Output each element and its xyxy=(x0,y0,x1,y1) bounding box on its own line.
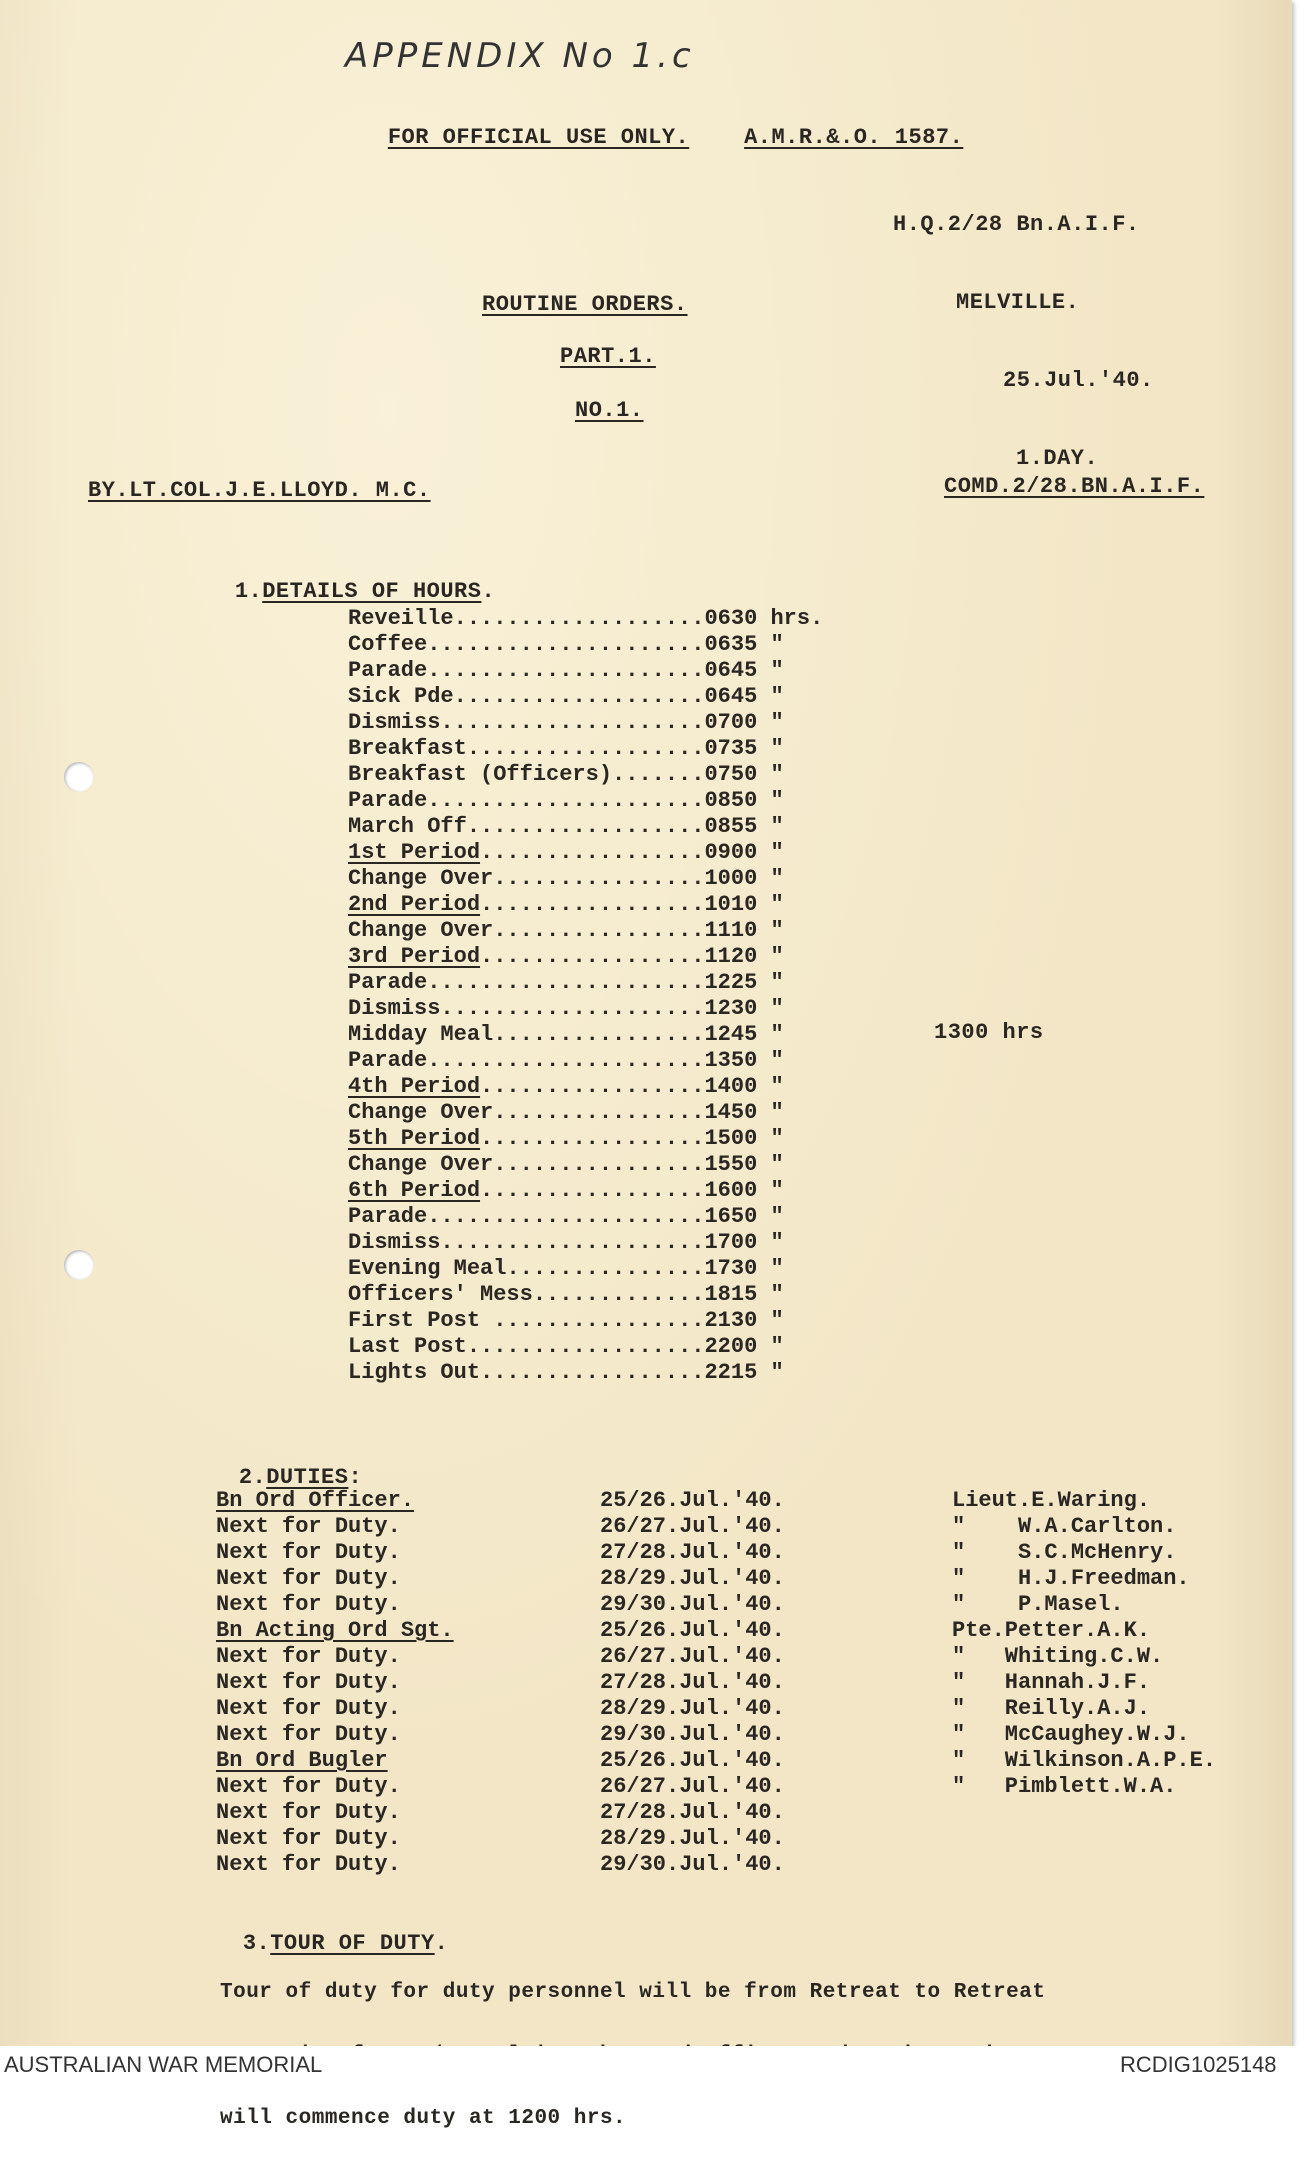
hours-time: 0735 xyxy=(704,736,758,761)
hours-label: 2nd Period xyxy=(348,892,481,917)
hours-row xyxy=(348,1334,823,1360)
hours-time: 1225 xyxy=(704,970,758,995)
duty-role-text: Next for Duty. xyxy=(216,1826,401,1851)
duty-role-text: Bn Ord Bugler xyxy=(216,1748,388,1773)
duty-role-text: Next for Duty. xyxy=(216,1644,401,1669)
section3-num: 3. xyxy=(242,1931,271,1956)
hours-unit: " xyxy=(757,632,784,657)
hours-row xyxy=(348,1204,823,1230)
duty-name xyxy=(952,1670,1216,1696)
hours-unit: " xyxy=(757,996,784,1021)
hours-row xyxy=(348,866,823,892)
dot-leader: ..................... xyxy=(427,788,705,813)
hours-time: 0850 xyxy=(704,788,758,813)
dot-leader: ..................... xyxy=(427,970,705,995)
hours-label: Dismiss xyxy=(348,996,441,1021)
hours-unit: " xyxy=(757,1230,784,1255)
duties-dates xyxy=(600,1488,785,1878)
hours-row xyxy=(348,1022,823,1048)
hours-label: 6th Period xyxy=(348,1178,481,1203)
duty-date xyxy=(600,1540,785,1566)
duty-name xyxy=(952,1644,1216,1670)
duty-role-text: Next for Duty. xyxy=(216,1852,401,1877)
dot-leader: ..................... xyxy=(427,632,705,657)
dot-leader: ................ xyxy=(493,1100,705,1125)
hours-row xyxy=(348,970,823,996)
duty-date-text: 27/28.Jul.'40. xyxy=(600,1540,785,1565)
dot-leader: ................. xyxy=(480,840,705,865)
duty-role-text: Next for Duty. xyxy=(216,1670,401,1695)
duty-name-text: " Wilkinson.A.P.E. xyxy=(952,1748,1217,1773)
hours-time: 0855 xyxy=(704,814,758,839)
duty-date xyxy=(600,1618,785,1644)
hours-row xyxy=(348,736,823,762)
hours-time: 1230 xyxy=(704,996,758,1021)
hours-row xyxy=(348,1282,823,1308)
hours-label: Change Over xyxy=(348,1152,494,1177)
hours-label: 1st Period xyxy=(348,840,481,865)
duty-role-text: Next for Duty. xyxy=(216,1722,401,1747)
hours-unit: " xyxy=(757,1308,784,1333)
duty-name-text: " McCaughey.W.J. xyxy=(952,1722,1190,1747)
bleed-through-text xyxy=(620,194,844,219)
hq-line: MELVILLE. xyxy=(956,290,1080,315)
duty-name xyxy=(952,1566,1216,1592)
duty-name-text: " Hannah.J.F. xyxy=(952,1670,1151,1695)
duty-role-text: Bn Ord Officer. xyxy=(216,1488,415,1513)
midday-meal-note: 1300 hrs xyxy=(934,1020,1044,1045)
duty-role xyxy=(216,1774,454,1800)
dot-leader: ............. xyxy=(532,1282,705,1307)
hours-unit: " xyxy=(757,1360,784,1385)
official-use-line xyxy=(333,100,963,175)
duty-date-text: 28/29.Jul.'40. xyxy=(600,1826,785,1851)
section2-num: 2. xyxy=(238,1465,267,1490)
hq-line: H.Q.2/28 Bn.A.I.F. xyxy=(893,212,1140,237)
section3-line: Tour of duty for duty personnel will be from Retreat to Retreat xyxy=(220,1981,1046,2004)
hours-label: 5th Period xyxy=(348,1126,481,1151)
hours-unit: " xyxy=(757,840,784,865)
duty-role xyxy=(216,1670,454,1696)
duty-name xyxy=(952,1800,1216,1826)
duty-role-text: Next for Duty. xyxy=(216,1800,401,1825)
hours-label: Sick Pde xyxy=(348,684,454,709)
hours-time: 0750 xyxy=(704,762,758,787)
duty-name-text: " Reilly.A.J. xyxy=(952,1696,1151,1721)
hours-unit: " xyxy=(757,1048,784,1073)
hours-row xyxy=(348,1308,823,1334)
duty-date xyxy=(600,1566,785,1592)
duty-role xyxy=(216,1800,454,1826)
duty-date xyxy=(600,1722,785,1748)
hours-row xyxy=(348,1152,823,1178)
hours-unit: " xyxy=(757,1126,784,1151)
hours-row xyxy=(348,1360,823,1386)
duty-name xyxy=(952,1488,1216,1514)
hours-time: 1000 xyxy=(704,866,758,891)
hours-unit: " xyxy=(757,736,784,761)
hours-label: Evening Meal xyxy=(348,1256,507,1281)
hours-unit: " xyxy=(757,814,784,839)
duty-role-text: Next for Duty. xyxy=(216,1592,401,1617)
hours-row xyxy=(348,1230,823,1256)
hours-label: Change Over xyxy=(348,866,494,891)
title-number: NO.1. xyxy=(575,398,644,423)
section2-title: DUTIES xyxy=(266,1465,349,1490)
hours-unit: " xyxy=(757,1282,784,1307)
duty-role xyxy=(216,1618,454,1644)
footer-bar xyxy=(0,2046,1308,2082)
duty-role xyxy=(216,1748,454,1774)
hours-time: 1245 xyxy=(704,1022,758,1047)
dot-leader: ................ xyxy=(493,918,705,943)
hours-label: Breakfast xyxy=(348,736,467,761)
hours-time: 0700 xyxy=(704,710,758,735)
hours-label: Reveille xyxy=(348,606,454,631)
official-use-label: FOR OFFICIAL USE ONLY. xyxy=(387,125,690,150)
hours-time: 1450 xyxy=(704,1100,758,1125)
duty-date xyxy=(600,1748,785,1774)
duty-role-text: Next for Duty. xyxy=(216,1514,401,1539)
dot-leader: .................... xyxy=(440,710,705,735)
hours-unit: " xyxy=(757,1334,784,1359)
dot-leader: ................ xyxy=(493,1308,705,1333)
hours-unit: " xyxy=(757,1022,784,1047)
duty-name-text: " Pimblett.W.A. xyxy=(952,1774,1177,1799)
duty-date xyxy=(600,1670,785,1696)
duty-date xyxy=(600,1852,785,1878)
duty-name-text: " S.C.McHenry. xyxy=(952,1540,1177,1565)
hours-unit: hrs. xyxy=(757,606,824,631)
duty-role xyxy=(216,1566,454,1592)
dot-leader: ..................... xyxy=(427,1048,705,1073)
duty-name xyxy=(952,1592,1216,1618)
hours-row xyxy=(348,814,823,840)
duty-date-text: 27/28.Jul.'40. xyxy=(600,1800,785,1825)
hours-unit: " xyxy=(757,1152,784,1177)
duty-date-text: 28/29.Jul.'40. xyxy=(600,1696,785,1721)
dot-leader: ................. xyxy=(480,1360,705,1385)
hours-label: Dismiss xyxy=(348,1230,441,1255)
hours-unit: " xyxy=(757,1256,784,1281)
dot-leader: ................ xyxy=(493,866,705,891)
hours-row xyxy=(348,658,823,684)
hours-time: 0645 xyxy=(704,658,758,683)
hours-time: 1120 xyxy=(704,944,758,969)
dot-leader: .................. xyxy=(466,814,705,839)
duty-name-text: " Whiting.C.W. xyxy=(952,1644,1164,1669)
hours-label: Parade xyxy=(348,1048,428,1073)
hours-time: 1550 xyxy=(704,1152,758,1177)
duties-roles xyxy=(216,1488,454,1878)
hours-table xyxy=(348,606,823,1386)
dot-leader: .................. xyxy=(466,1334,705,1359)
hours-label: Parade xyxy=(348,1204,428,1229)
hours-row xyxy=(348,632,823,658)
hours-time: 1700 xyxy=(704,1230,758,1255)
hours-row xyxy=(348,1100,823,1126)
duty-date-text: 26/27.Jul.'40. xyxy=(600,1644,785,1669)
hours-unit: " xyxy=(757,1100,784,1125)
footer-id: RCDIG1025148 xyxy=(1120,2052,1277,2077)
reference-number: A.M.R.&.O. 1587. xyxy=(744,125,964,150)
handwritten-title: APPENDIX No 1.c xyxy=(345,36,695,76)
hours-row xyxy=(348,1178,823,1204)
section1-heading: 1.DETAILS OF HOURS. xyxy=(234,579,496,604)
section1-num: 1. xyxy=(234,579,263,604)
hours-row xyxy=(348,892,823,918)
section3-title: TOUR OF DUTY xyxy=(270,1931,435,1956)
duty-role xyxy=(216,1644,454,1670)
dot-leader: .................. xyxy=(466,736,705,761)
duty-date-text: 26/27.Jul.'40. xyxy=(600,1514,785,1539)
duty-date-text: 25/26.Jul.'40. xyxy=(600,1488,785,1513)
dot-leader: ................. xyxy=(480,892,705,917)
duty-name xyxy=(952,1540,1216,1566)
duty-role xyxy=(216,1514,454,1540)
hours-unit: " xyxy=(757,710,784,735)
dot-leader: ................. xyxy=(480,1178,705,1203)
hours-time: 1650 xyxy=(704,1204,758,1229)
duty-name xyxy=(952,1618,1216,1644)
duty-role-text: Next for Duty. xyxy=(216,1540,401,1565)
hours-label: Parade xyxy=(348,788,428,813)
duty-role-text: Next for Duty. xyxy=(216,1566,401,1591)
hours-label: Parade xyxy=(348,970,428,995)
hours-label: March Off xyxy=(348,814,467,839)
duty-role-text: Next for Duty. xyxy=(216,1696,401,1721)
hours-time: 1730 xyxy=(704,1256,758,1281)
hours-row xyxy=(348,1256,823,1282)
duty-role-text: Bn Acting Ord Sgt. xyxy=(216,1618,454,1643)
dot-leader: ..................... xyxy=(427,658,705,683)
duty-date xyxy=(600,1644,785,1670)
duty-date xyxy=(600,1800,785,1826)
duty-role xyxy=(216,1722,454,1748)
duty-name xyxy=(952,1748,1216,1774)
hours-label: Parade xyxy=(348,658,428,683)
duty-name xyxy=(952,1696,1216,1722)
dot-leader: ................. xyxy=(480,1126,705,1151)
hours-unit: " xyxy=(757,918,784,943)
duty-date xyxy=(600,1774,785,1800)
duty-name-text: " P.Masel. xyxy=(952,1592,1124,1617)
hours-row xyxy=(348,684,823,710)
duty-date-text: 25/26.Jul.'40. xyxy=(600,1748,785,1773)
duty-name xyxy=(952,1774,1216,1800)
title-routine-orders: ROUTINE ORDERS. xyxy=(482,292,688,317)
hours-unit: " xyxy=(757,1204,784,1229)
duty-date-text: 27/28.Jul.'40. xyxy=(600,1670,785,1695)
hq-block xyxy=(893,160,1154,524)
hours-label: Dismiss xyxy=(348,710,441,735)
hours-label: 4th Period xyxy=(348,1074,481,1099)
dot-leader: ..................... xyxy=(427,1204,705,1229)
bleed-through-text xyxy=(200,318,213,343)
dot-leader: ................. xyxy=(480,1074,705,1099)
comd-line: COMD.2/28.BN.A.I.F. xyxy=(944,474,1205,499)
hours-row xyxy=(348,1048,823,1074)
dot-leader: ................ xyxy=(493,1022,705,1047)
hours-time: 1500 xyxy=(704,1126,758,1151)
duty-role xyxy=(216,1488,454,1514)
duty-role-text: Next for Duty. xyxy=(216,1774,401,1799)
hours-label: First Post xyxy=(348,1308,494,1333)
hours-label: Change Over xyxy=(348,918,494,943)
duty-name-text: " W.A.Carlton. xyxy=(952,1514,1177,1539)
punch-hole xyxy=(64,762,94,792)
hours-time: 1350 xyxy=(704,1048,758,1073)
hours-label: Last Post xyxy=(348,1334,467,1359)
hours-time: 1110 xyxy=(704,918,758,943)
duty-role xyxy=(216,1852,454,1878)
punch-hole xyxy=(64,1250,94,1280)
duty-date xyxy=(600,1592,785,1618)
duty-role xyxy=(216,1826,454,1852)
duty-name-text: " H.J.Freedman. xyxy=(952,1566,1190,1591)
hours-row xyxy=(348,918,823,944)
dot-leader: ....... xyxy=(612,762,705,787)
hours-unit: " xyxy=(757,944,784,969)
duty-name xyxy=(952,1514,1216,1540)
duty-date-text: 29/30.Jul.'40. xyxy=(600,1852,785,1877)
hours-time: 1010 xyxy=(704,892,758,917)
hours-row xyxy=(348,762,823,788)
hours-unit: " xyxy=(757,866,784,891)
duty-role xyxy=(216,1696,454,1722)
hours-time: 2130 xyxy=(704,1308,758,1333)
hours-label: 3rd Period xyxy=(348,944,481,969)
hours-label: Lights Out xyxy=(348,1360,481,1385)
hours-row xyxy=(348,996,823,1022)
hq-line: 25.Jul.'40. xyxy=(1003,368,1154,393)
duty-date xyxy=(600,1514,785,1540)
hours-unit: " xyxy=(757,970,784,995)
duty-role xyxy=(216,1592,454,1618)
duty-date xyxy=(600,1488,785,1514)
footer-credit: AUSTRALIAN WAR MEMORIAL xyxy=(4,2052,323,2077)
duty-date-text: 25/26.Jul.'40. xyxy=(600,1618,785,1643)
dot-leader: ................. xyxy=(480,944,705,969)
hours-unit: " xyxy=(757,658,784,683)
duty-date-text: 29/30.Jul.'40. xyxy=(600,1592,785,1617)
hours-row xyxy=(348,710,823,736)
dot-leader: ................... xyxy=(453,606,705,631)
hours-time: 0635 xyxy=(704,632,758,657)
hq-line: 1.DAY. xyxy=(1016,446,1099,471)
hours-time: 0645 xyxy=(704,684,758,709)
hours-row xyxy=(348,788,823,814)
hours-unit: " xyxy=(757,1178,784,1203)
duty-date-text: 28/29.Jul.'40. xyxy=(600,1566,785,1591)
hours-time: 0630 xyxy=(704,606,758,631)
dot-leader: ................ xyxy=(493,1152,705,1177)
duty-name-text: Pte.Petter.A.K. xyxy=(952,1618,1151,1643)
duty-name xyxy=(952,1722,1216,1748)
duty-name xyxy=(952,1852,1216,1878)
hours-label: Officers' Mess xyxy=(348,1282,533,1307)
hours-label: Coffee xyxy=(348,632,428,657)
hours-label: Breakfast (Officers) xyxy=(348,762,613,787)
hours-row xyxy=(348,1126,823,1152)
hours-row xyxy=(348,606,823,632)
duty-date xyxy=(600,1696,785,1722)
dot-leader: ............... xyxy=(506,1256,705,1281)
by-line: BY.LT.COL.J.E.LLOYD. M.C. xyxy=(88,478,431,503)
duty-date-text: 26/27.Jul.'40. xyxy=(600,1774,785,1799)
dot-leader: .................... xyxy=(440,1230,705,1255)
dot-leader: ................... xyxy=(453,684,705,709)
dot-leader: .................... xyxy=(440,996,705,1021)
section3-line: will commence duty at 1200 hrs. xyxy=(220,2107,627,2130)
section2-heading: 2.DUTIES: xyxy=(238,1465,363,1490)
hours-unit: " xyxy=(757,892,784,917)
hours-unit: " xyxy=(757,684,784,709)
hours-time: 0900 xyxy=(704,840,758,865)
section1-title: DETAILS OF HOURS xyxy=(262,579,482,604)
hours-label: Midday Meal xyxy=(348,1022,494,1047)
hours-time: 1600 xyxy=(704,1178,758,1203)
duty-name-text: Lieut.E.Waring. xyxy=(952,1488,1151,1513)
duties-names xyxy=(952,1488,1216,1878)
duty-role xyxy=(216,1540,454,1566)
hours-time: 1400 xyxy=(704,1074,758,1099)
hours-unit: " xyxy=(757,762,784,787)
hours-time: 2200 xyxy=(704,1334,758,1359)
hours-row xyxy=(348,840,823,866)
duty-date-text: 29/30.Jul.'40. xyxy=(600,1722,785,1747)
hours-time: 1815 xyxy=(704,1282,758,1307)
hours-label: Change Over xyxy=(348,1100,494,1125)
duty-name xyxy=(952,1826,1216,1852)
duty-date xyxy=(600,1826,785,1852)
section3-heading: 3.TOUR OF DUTY. xyxy=(242,1931,449,1956)
hours-row xyxy=(348,1074,823,1100)
hours-time: 2215 xyxy=(704,1360,758,1385)
hours-unit: " xyxy=(757,1074,784,1099)
hours-unit: " xyxy=(757,788,784,813)
title-part: PART.1. xyxy=(560,344,656,369)
hours-row xyxy=(348,944,823,970)
